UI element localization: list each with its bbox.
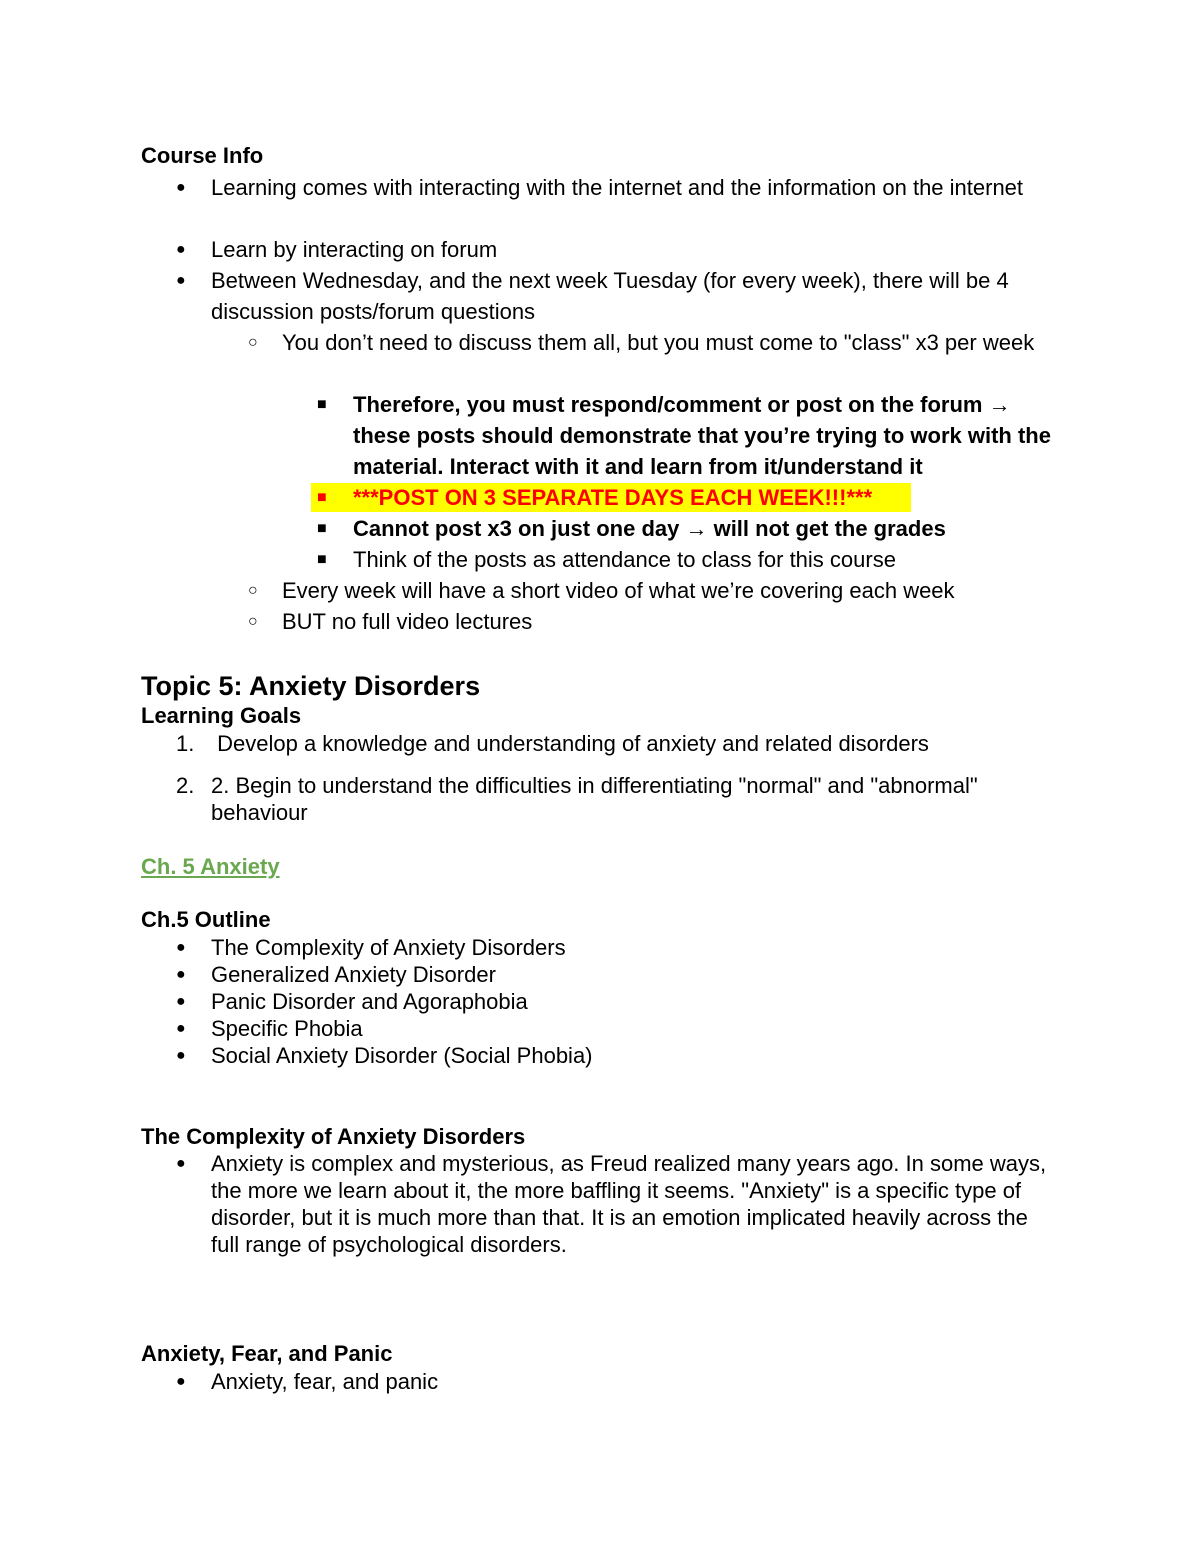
outline-item: Panic Disorder and Agoraphobia <box>211 989 528 1014</box>
afp-item: Anxiety, fear, and panic <box>211 1369 439 1394</box>
course-info-item: Learning comes with interacting with the internet and the information on the internet <box>211 175 1024 200</box>
bullet-disc: ● <box>176 939 186 956</box>
goal-number: 2. <box>176 773 195 798</box>
course-info-subitem: Every week will have a short video of what we’re covering each week <box>282 578 955 603</box>
goal-number: 1. <box>176 731 195 756</box>
bullet-disc: ● <box>176 179 186 196</box>
complexity-heading: The Complexity of Anxiety Disorders <box>141 1124 526 1149</box>
post-days-alert: ***POST ON 3 SEPARATE DAYS EACH WEEK!!!*** <box>353 485 873 510</box>
course-info-item: Learn by interacting on forum <box>211 237 498 262</box>
course-info-subsubitem: Think of the posts as attendance to class for this course <box>353 547 896 572</box>
bullet-circle: ○ <box>248 582 258 599</box>
course-info-subsubitem <box>353 513 1073 544</box>
course-info-item: Between Wednesday, and the next week Tuesday (for every week), there will be 4 discussion posts/forum questions <box>211 268 1009 324</box>
outline-item: Generalized Anxiety Disorder <box>211 962 496 987</box>
outline-heading: Ch.5 Outline <box>141 907 271 932</box>
bullet-disc: ● <box>176 1373 186 1390</box>
subsub-text: Therefore, you must respond/comment or post on the forum → these posts should demonstrate that you’re trying to work with the material. Interact with it and learn from it/understand it <box>353 392 1051 479</box>
outline-item: Social Anxiety Disorder (Social Phobia) <box>211 1043 593 1068</box>
course-info-heading: Course Info <box>141 143 264 168</box>
course-info-subitem: You don’t need to discuss them all, but you must come to "class" x3 per week <box>282 330 1035 355</box>
bullet-disc: ● <box>176 1047 186 1064</box>
bullet-square-red: ■ <box>317 489 327 506</box>
chapter-link[interactable]: Ch. 5 Anxiety <box>141 854 280 879</box>
afp-heading: Anxiety, Fear, and Panic <box>141 1341 393 1366</box>
bullet-circle: ○ <box>248 613 258 630</box>
learning-goal: 2. Begin to understand the difficulties in differentiating "normal" and "abnormal" behaviour <box>211 773 978 825</box>
bullet-square: ■ <box>317 396 327 413</box>
bullet-disc: ● <box>176 1020 186 1037</box>
bullet-square: ■ <box>317 551 327 568</box>
learning-goal: Develop a knowledge and understanding of anxiety and related disorders <box>211 731 929 756</box>
bullet-disc: ● <box>176 993 186 1010</box>
outline-item: Specific Phobia <box>211 1016 363 1041</box>
bullet-circle: ○ <box>248 334 258 351</box>
bullet-disc: ● <box>176 966 186 983</box>
subsub-text: Cannot post x3 on just one day → will not get the grades <box>353 516 946 541</box>
course-info-subitem: BUT no full video lectures <box>282 609 533 634</box>
bullet-disc: ● <box>176 241 186 258</box>
course-info-subsubitem <box>353 389 1073 482</box>
complexity-paragraph: Anxiety is complex and mysterious, as Freud realized many years ago. In some ways, the more we learn about it, the more baffling it seems. "Anxiety" is a specific type of disorder, but it is much more than that. It is an emotion implicated heavily across the full range of psychological disorders. <box>211 1151 1047 1257</box>
topic-title: Topic 5: Anxiety Disorders <box>141 671 481 701</box>
bullet-square: ■ <box>317 520 327 537</box>
bullet-disc: ● <box>176 272 186 289</box>
learning-goals-heading: Learning Goals <box>141 703 302 728</box>
outline-item: The Complexity of Anxiety Disorders <box>211 935 566 960</box>
bullet-disc: ● <box>176 1155 186 1172</box>
